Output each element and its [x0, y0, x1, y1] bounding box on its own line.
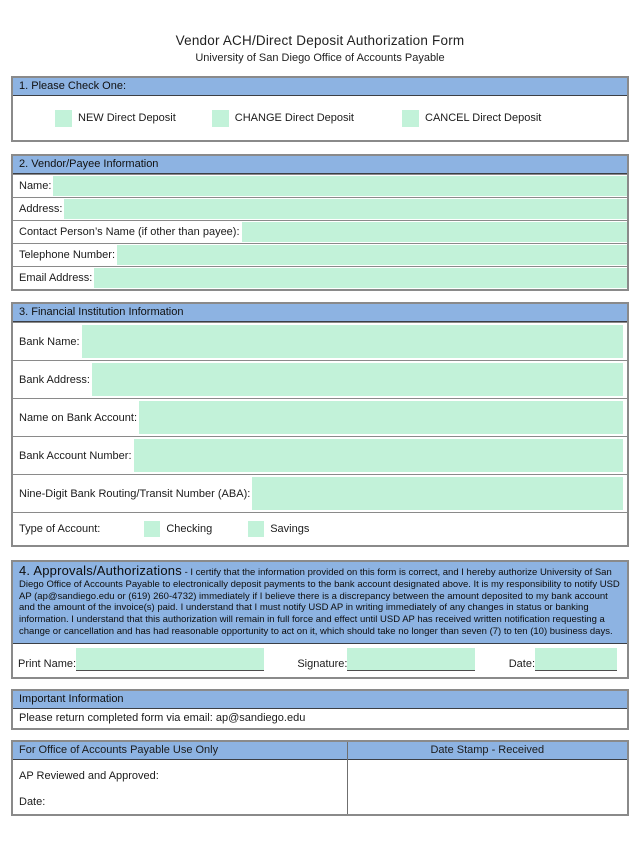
- name-label: Name:: [13, 175, 53, 197]
- signature-label: Signature:: [297, 657, 348, 670]
- telephone-label: Telephone Number:: [13, 244, 117, 266]
- signature-line: [347, 648, 475, 671]
- routing-number-input[interactable]: [252, 477, 623, 510]
- form-row-address: [13, 197, 627, 220]
- date-field[interactable]: [535, 648, 617, 670]
- form-page: [0, 33, 640, 816]
- section-important-information: [11, 689, 629, 730]
- section-check-one: [11, 76, 629, 142]
- routing-number-label: Nine-Digit Bank Routing/Transit Number (ABA):: [13, 475, 252, 512]
- email-input[interactable]: [94, 268, 627, 288]
- checkbox-new-direct-deposit[interactable]: [55, 110, 72, 127]
- option-savings[interactable]: [248, 521, 309, 537]
- form-row-routing-number: [13, 474, 627, 512]
- section-vendor-payee: [11, 154, 629, 291]
- checkbox-change-direct-deposit[interactable]: [212, 110, 229, 127]
- date-stamp-header: Date Stamp - Received: [348, 742, 627, 760]
- office-use-left-column: [13, 742, 348, 814]
- form-row-email: [13, 266, 627, 289]
- section-check-one-body: [13, 96, 627, 140]
- email-label: Email Address:: [13, 267, 94, 289]
- approvals-paragraph: [13, 562, 627, 644]
- form-row-telephone: [13, 243, 627, 266]
- page-subtitle: University of San Diego Office of Accounts Payable: [195, 52, 445, 64]
- checkbox-checking[interactable]: [144, 521, 160, 537]
- form-row-account-number: [13, 436, 627, 474]
- office-use-body: [13, 760, 347, 814]
- form-row-account-name: [13, 398, 627, 436]
- section-financial-institution: [11, 302, 629, 547]
- section-vendor-payee-header: 2. Vendor/Payee Information: [13, 156, 627, 174]
- checkbox-label: CANCEL Direct Deposit: [425, 112, 542, 124]
- address-input[interactable]: [64, 199, 627, 219]
- option-checking[interactable]: [144, 521, 212, 537]
- signature-row: [13, 644, 627, 677]
- checkbox-cancel-direct-deposit[interactable]: [402, 110, 419, 127]
- approvals-heading: 4. Approvals/Authorizations: [19, 563, 182, 578]
- account-name-label: Name on Bank Account:: [13, 399, 139, 436]
- checkbox-savings[interactable]: [248, 521, 264, 537]
- date-stamp-column: [348, 742, 627, 814]
- option-cancel-direct-deposit[interactable]: [402, 110, 541, 127]
- ap-reviewed-line: AP Reviewed and Approved:: [19, 769, 159, 782]
- contact-name-label: Contact Person’s Name (if other than payee):: [13, 221, 242, 243]
- approvals-separator: -: [181, 567, 191, 578]
- page-title: Vendor ACH/Direct Deposit Authorization Form: [175, 33, 465, 48]
- telephone-input[interactable]: [117, 245, 627, 265]
- form-row-contact-name: [13, 220, 627, 243]
- print-name-field[interactable]: [76, 648, 264, 670]
- approvals-body-text: I certify that the information provided on this form is correct, and I hereby authorize University of San Diego Office of Accounts Payable to electronically deposit payments to the bank account designated above. It is my responsibility to notify USD AP (ap@sandiego.edu or (619) 260-4732) immediately if I believe there is a discrepancy between the amount deposited to my bank account and the amount of the invoice(s) paid. I understand that I must notify USD AP in writing immediately of any changes in status or banking information. I understand that this authorization will remain in full force and effect until USD AP has received written notification requesting a change or cancellation and has had reasonable opportunity to act on it, which should take no longer than seven (7) to ten (10) business days.: [19, 567, 620, 637]
- account-number-label: Bank Account Number:: [13, 437, 134, 474]
- bank-address-input[interactable]: [92, 363, 623, 396]
- important-information-header: Important Information: [13, 691, 627, 709]
- form-row-name: [13, 174, 627, 197]
- account-type-label: Type of Account:: [19, 523, 101, 535]
- option-change-direct-deposit[interactable]: [212, 110, 354, 127]
- checkbox-label: NEW Direct Deposit: [78, 112, 176, 124]
- print-name-line: [76, 648, 264, 671]
- address-label: Address:: [13, 198, 64, 220]
- signature-group: [297, 648, 475, 671]
- contact-name-input[interactable]: [242, 222, 627, 242]
- section-check-one-header: 1. Please Check One:: [13, 78, 627, 96]
- bank-address-label: Bank Address:: [13, 361, 92, 398]
- bank-name-label: Bank Name:: [13, 323, 82, 360]
- section-financial-institution-header: 3. Financial Institution Information: [13, 304, 627, 322]
- important-information-body: Please return completed form via email: ap@sandiego.edu: [19, 711, 306, 724]
- form-row-bank-name: [13, 322, 627, 360]
- signature-field[interactable]: [347, 648, 475, 670]
- section-approvals: [11, 560, 629, 679]
- bank-name-input[interactable]: [82, 325, 623, 358]
- form-row-bank-address: [13, 360, 627, 398]
- checkbox-label: Savings: [270, 523, 310, 535]
- form-row-account-type: [13, 512, 627, 545]
- office-use-header: For Office of Accounts Payable Use Only: [13, 742, 347, 760]
- account-number-input[interactable]: [134, 439, 623, 472]
- name-input[interactable]: [53, 176, 627, 196]
- date-label: Date:: [508, 657, 535, 670]
- date-line: [535, 648, 617, 671]
- office-use-table: [11, 740, 629, 816]
- print-name-label: Print Name:: [18, 657, 77, 670]
- date-group: [509, 648, 617, 671]
- account-name-input[interactable]: [139, 401, 623, 434]
- office-date-line: Date:: [19, 795, 46, 808]
- title-block: [11, 33, 629, 64]
- option-new-direct-deposit[interactable]: [55, 110, 176, 127]
- checkbox-label: CHANGE Direct Deposit: [234, 112, 354, 124]
- date-stamp-area: [348, 760, 627, 814]
- print-name-group: [18, 648, 264, 671]
- checkbox-label: Checking: [166, 523, 213, 535]
